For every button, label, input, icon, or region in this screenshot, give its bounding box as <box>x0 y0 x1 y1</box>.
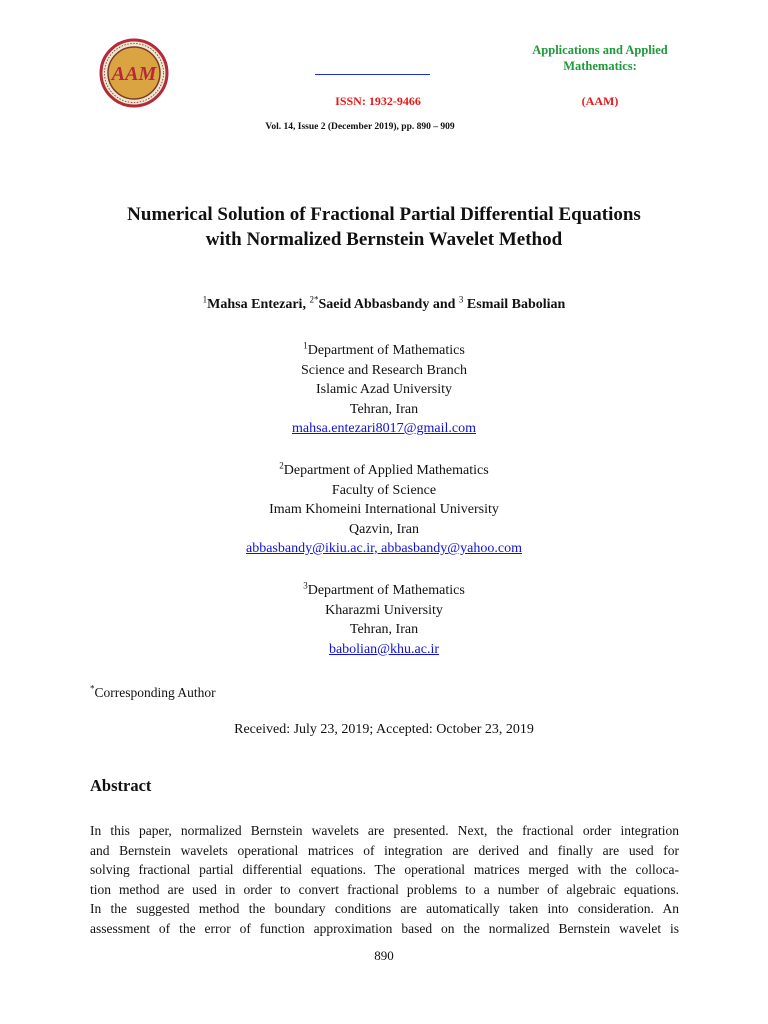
author-2-sup: 2* <box>309 294 319 305</box>
journal-seal-logo-icon <box>99 38 169 108</box>
journal-name-line-1: Applications and Applied <box>532 43 668 57</box>
author-list <box>60 294 708 313</box>
volume-issue-line: Vol. 14, Issue 2 (December 2019), pp. 890 – 909 <box>265 122 455 132</box>
affiliation-3-line-3: Tehran, Iran <box>349 622 419 637</box>
abstract-line-5: In the suggested method the boundary conditions are automatically taken into consideration. An <box>90 901 679 916</box>
affiliation-2-email-link[interactable]: abbasbandy@ikiu.ac.ir, abbasbandy@yahoo.com <box>246 541 522 556</box>
page-number: 890 <box>374 948 394 963</box>
journal-abbreviation: (AAM) <box>581 94 619 108</box>
abstract-body <box>90 821 679 938</box>
author-1-name: Mahsa Entezari, <box>207 297 306 312</box>
title-line-1: Numerical Solution of Fractional Partial Differential Equations <box>127 204 641 225</box>
logo-text: AAM <box>111 63 157 85</box>
affiliation-2-line-2: Faculty of Science <box>331 482 437 498</box>
abstract-line-3: solving fractional partial differential equations. The operational matrices merged with the colloca- <box>90 862 679 877</box>
affiliation-3-sup: 3 <box>303 580 308 591</box>
affiliation-1-line-3: Islamic Azad University <box>315 382 453 397</box>
journal-name-line-2: Mathematics: <box>563 59 637 73</box>
corresponding-text: Corresponding Author <box>94 685 216 700</box>
affiliation-3-email-link[interactable]: babolian@khu.ac.ir <box>328 641 440 657</box>
affiliation-1-line-4: Tehran, Iran <box>349 401 419 417</box>
affiliation-1-email-link[interactable]: mahsa.entezari8017@gmail.com <box>292 421 476 436</box>
header-rule <box>315 74 430 75</box>
paper-title <box>60 202 708 252</box>
author-3-sup: 3 <box>458 294 464 305</box>
author-3-name: Esmail Babolian <box>463 297 566 312</box>
affiliation-3 <box>60 581 708 659</box>
title-line-2: with Normalized Bernstein Wavelet Method <box>205 229 563 250</box>
abstract-line-4: tion method are used in order to convert fractional problems to a number of algebraic equations. <box>90 881 679 897</box>
journal-name <box>520 42 680 74</box>
abstract-line-2: and Bernstein wavelets operational matrices of integration are derived and finally are used for <box>90 842 679 858</box>
corresponding-author-note <box>90 685 216 701</box>
issn-label: ISSN: 1932-9466 <box>335 94 421 108</box>
author-2-name: Saeid Abbasbandy and <box>318 297 456 312</box>
affiliation-2-line-1: Department of Applied Mathematics <box>283 463 489 478</box>
abstract-line-6: assessment of the error of function approximation based on the normalized Bernstein wavelet is <box>90 920 679 936</box>
received-accepted-dates: Received: July 23, 2019; Accepted: October 23, 2019 <box>234 722 534 737</box>
affiliation-1-line-1: Department of Mathematics <box>307 343 465 358</box>
affiliation-2-line-4: Qazvin, Iran <box>349 521 419 537</box>
affiliation-1 <box>60 341 708 439</box>
affiliation-1-sup: 1 <box>303 340 308 351</box>
author-1-sup: 1 <box>202 294 208 305</box>
affiliation-2-sup: 2 <box>279 460 284 471</box>
abstract-line-1: In this paper, normalized Bernstein wavelets are presented. Next, the fractional order integration <box>90 823 679 838</box>
affiliation-3-line-1: Department of Mathematics <box>307 583 465 598</box>
affiliation-2 <box>60 461 708 559</box>
affiliation-2-line-3: Imam Khomeini International University <box>269 502 499 517</box>
affiliation-1-line-2: Science and Research Branch <box>301 362 467 378</box>
abstract-heading: Abstract <box>90 776 152 795</box>
affiliation-3-line-2: Kharazmi University <box>325 602 443 618</box>
corresponding-sup: * <box>90 683 95 694</box>
